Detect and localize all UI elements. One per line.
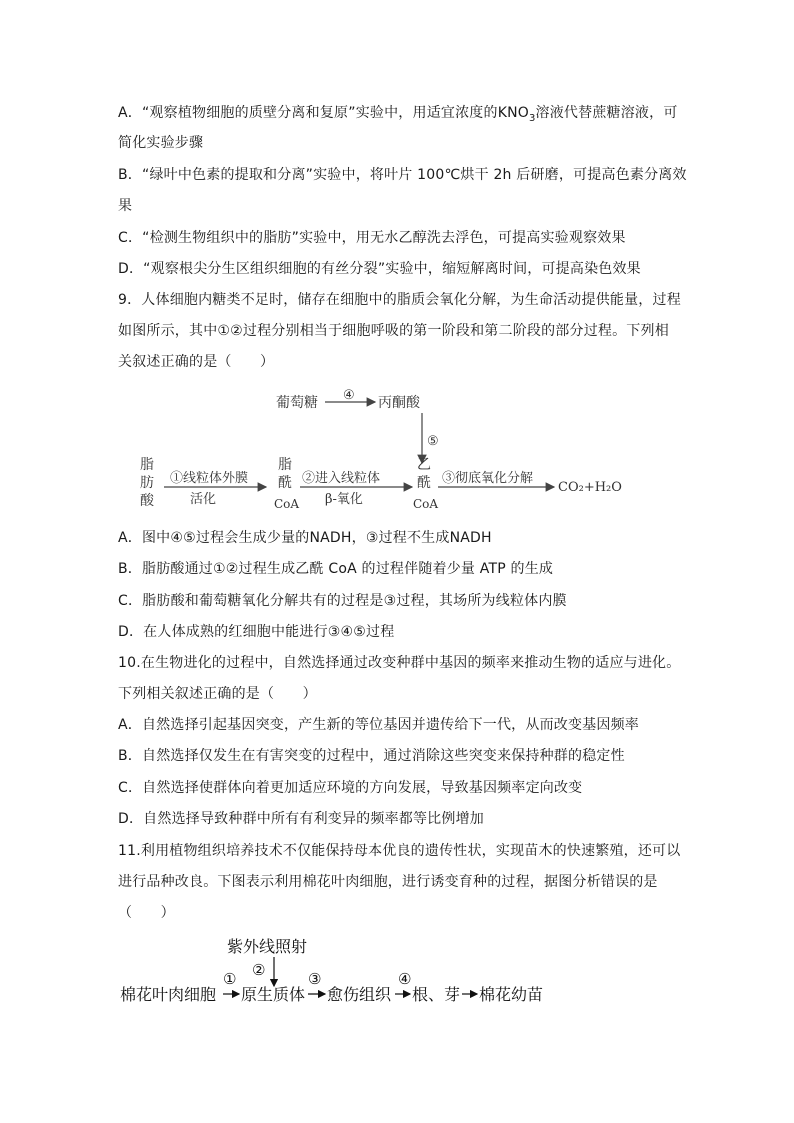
text-line: B．脂肪酸通过①②过程生成乙酰 CoA 的过程伴随着少量 ATP 的生成 xyxy=(118,561,554,577)
text-line: A．图中④⑤过程会生成少量的NADH，③过程不生成NADH xyxy=(118,530,492,546)
subscript: 3 xyxy=(528,112,536,124)
option-a-kno3 xyxy=(118,103,678,129)
text-line: 如图所示，其中①②过程分别相当于细胞呼吸的第一阶段和第二阶段的部分过程。下列相 xyxy=(118,323,669,339)
fatty-acid-char-2: 肪 xyxy=(140,475,154,491)
fatty-acyl-coa-char-1: 脂 xyxy=(278,457,292,473)
node-seedling: 棉花幼苗 xyxy=(479,985,544,1004)
text-line: A．自然选择引起基因突变，产生新的等位基因并遗传给下一代，从而改变基因频率 xyxy=(118,717,639,733)
acetyl-coa-char-3: CoA xyxy=(413,497,439,511)
node-callus: 愈伤组织 xyxy=(327,985,392,1004)
text-line: D．“观察根尖分生区组织细胞的有丝分裂”实验中，缩短解离时间，可提高染色效果 xyxy=(118,261,641,277)
fatty-acid-char-3: 酸 xyxy=(140,493,154,509)
fatty-acid-char-1: 脂 xyxy=(140,457,154,473)
pyruvate-label: 丙酮酸 xyxy=(378,395,420,411)
text-line: 进行品种改良。下图表示利用棉花叶肉细胞，进行诱变育种的过程，据图分析错误的是 xyxy=(118,874,658,890)
text-line: B．自然选择仅发生在有害突变的过程中，通过消除这些突变来保持种群的稳定性 xyxy=(118,748,625,764)
text-line: 简化实验步骤 xyxy=(118,135,204,151)
option-label: A． xyxy=(118,105,142,121)
text-line: B．“绿叶中色素的提取和分离”实验中，将叶片 100℃烘干 2h 后研磨，可提高色素分离效 xyxy=(118,167,687,183)
step-2-top-label: ②进入线粒体 xyxy=(302,471,381,486)
text-line: C．脂肪酸和葡萄糖氧化分解共有的过程是③过程，其场所为线粒体内膜 xyxy=(118,593,567,609)
product-label: CO₂+H₂O xyxy=(558,480,622,495)
text-line: D．在人体成熟的红细胞中能进行③④⑤过程 xyxy=(118,624,395,640)
acetyl-coa-char-1: 乙 xyxy=(417,457,431,473)
glucose-label: 葡萄糖 xyxy=(276,395,318,411)
step-1-top-label: ①线粒体外膜 xyxy=(170,471,249,486)
text-line: C．自然选择使群体向着更加适应环境的方向发展，导致基因频率定向改变 xyxy=(118,780,583,796)
fatty-acyl-coa-char-2: 酰 xyxy=(278,475,292,491)
step-4-label: ④ xyxy=(343,388,355,403)
uv-irradiation-label: 紫外线照射 xyxy=(227,937,308,956)
node-leaf-cell: 棉花叶肉细胞 xyxy=(120,985,217,1004)
question-11: 11.利用植物组织培养技术不仅能保持母本优良的遗传性状，实现苗木的快速繁殖，还可以 xyxy=(118,843,681,859)
node-protoplast: 原生质体 xyxy=(241,985,306,1004)
text-line: 关叙述正确的是（ ） xyxy=(118,354,275,370)
step-4-label: ④ xyxy=(398,970,412,988)
text-line: D．自然选择导致种群中所有有利变异的频率都等比例增加 xyxy=(118,811,484,827)
fatty-acid-metabolism-diagram xyxy=(130,385,650,520)
line-text: “观察植物细胞的质壁分离和复原”实验中，用适宜浓度的KNO xyxy=(141,105,529,121)
node-root-bud: 根、芽 xyxy=(412,985,461,1004)
text-line: （ ） xyxy=(118,905,175,921)
line-text: 溶液代替蔗糖溶液，可 xyxy=(535,105,678,121)
fatty-acyl-coa-char-3: CoA xyxy=(274,497,300,511)
question-9: 9．人体细胞内糖类不足时，储存在细胞中的脂质会氧化分解，为生命活动提供能量，过程 xyxy=(118,292,681,308)
step-3-top-label: ③彻底氧化分解 xyxy=(442,471,534,486)
step-2-bottom-label: β-氧化 xyxy=(325,492,363,507)
text-line: 果 xyxy=(118,198,133,214)
text-line: 下列相关叙述正确的是（ ） xyxy=(118,686,317,702)
question-10: 10.在生物进化的过程中，自然选择通过改变种群中基因的频率来推动生物的适应与进化。 xyxy=(118,655,681,671)
step-3-label: ③ xyxy=(308,970,322,988)
mutation-breeding-diagram xyxy=(115,930,585,1010)
step-5-label: ⑤ xyxy=(427,434,439,449)
text-line: C．“检测生物组织中的脂肪”实验中，用无水乙醇洗去浮色，可提高实验观察效果 xyxy=(118,230,626,246)
step-2-label: ② xyxy=(252,961,266,979)
step-1-bottom-label: 活化 xyxy=(190,492,217,507)
acetyl-coa-char-2: 酰 xyxy=(417,475,431,491)
step-1-label: ① xyxy=(223,970,237,988)
